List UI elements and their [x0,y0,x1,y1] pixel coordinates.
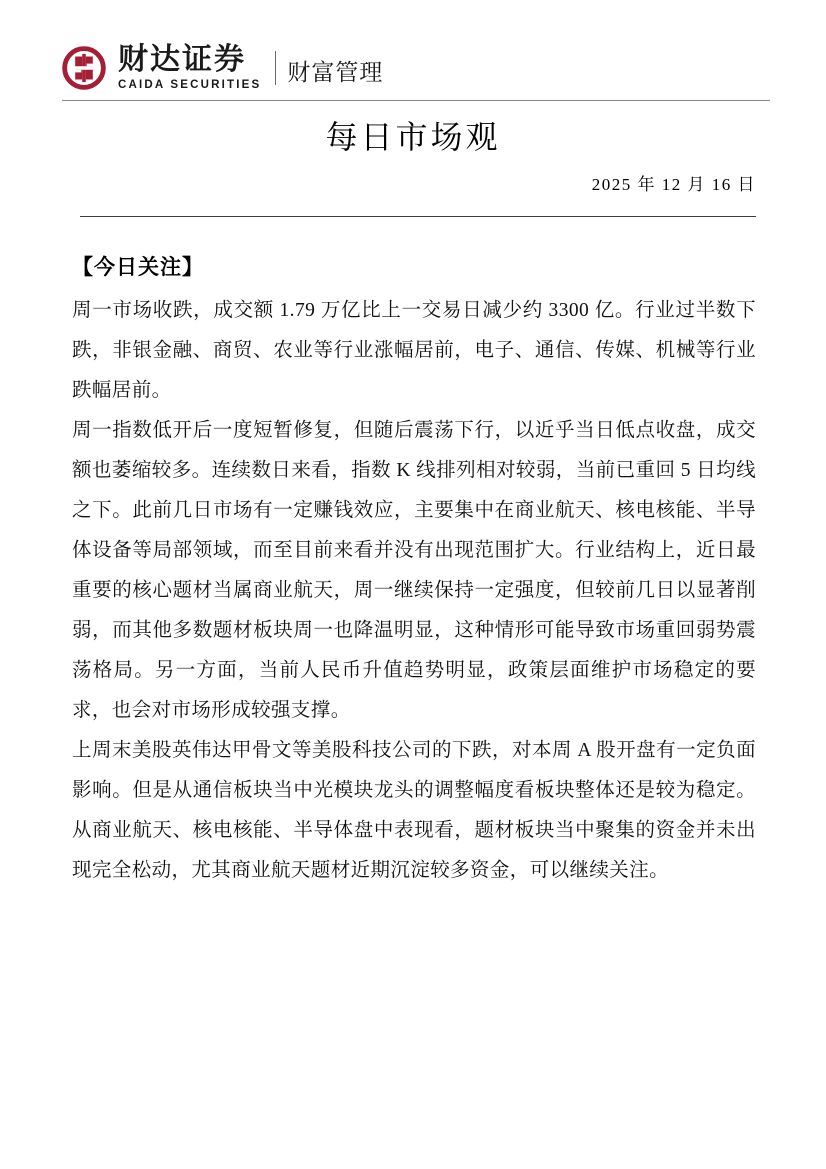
page-title: 每日市场观 [325,119,501,155]
brand-masthead [62,42,383,94]
title-rule [80,216,756,217]
caida-circular-emblem-icon [62,46,106,90]
brand-wordmark [118,42,262,92]
brand-name-en: CAIDA SECURITIES [118,78,262,91]
body-paragraph-3: 上周末美股英伟达甲骨文等美股科技公司的下跌，对本周 A 股开盘有一定负面影响。但是从通信板块当中光模块龙头的调整幅度看板块整体还是较为稳定。从商业航天、核电核能、半导体盘中表现看，题材板块当中聚集的资金并未出现完全松动，尤其商业航天题材近期沉淀较多资金，可以继续关注。 [72,739,756,881]
document-date: 2025 年 12 月 16 日 [591,175,756,194]
body-paragraph-2: 周一指数低开后一度短暂修复，但随后震荡下行，以近乎当日低点收盘，成交额也萎缩较多。连续数日来看，指数 K 线排列相对较弱，当前已重回 5 日均线之下。此前几日市场有一定赚钱效应，主要集中在商业航天、核电核能、半导体设备等局部领域，而至目前来看并没有出现范围扩大。行业结构上，近日最重要的核心题材当属商业航天，周一继续保持一定强度，但较前几日以显著削弱，而其他多数题材板块周一也降温明显，这种情形可能导致市场重回弱势震荡格局。另一方面，当前人民币升值趋势明显，政策层面维护市场稳定的要求，也会对市场形成较强支撑。 [72,419,756,721]
document-body [72,252,756,891]
brand-name-cn: 财达证券 [118,42,246,76]
brand-divider [275,51,276,85]
brand-tagline: 财富管理 [287,58,384,85]
body-paragraph-1: 周一市场收跌，成交额 1.79 万亿比上一交易日减少约 3300 亿。行业过半数下跌，非银金融、商贸、农业等行业涨幅居前，电子、通信、传媒、机械等行业跌幅居前。 [72,299,756,401]
header-rule [62,100,770,101]
section-heading-today-focus: 【今日关注】 [72,256,204,279]
